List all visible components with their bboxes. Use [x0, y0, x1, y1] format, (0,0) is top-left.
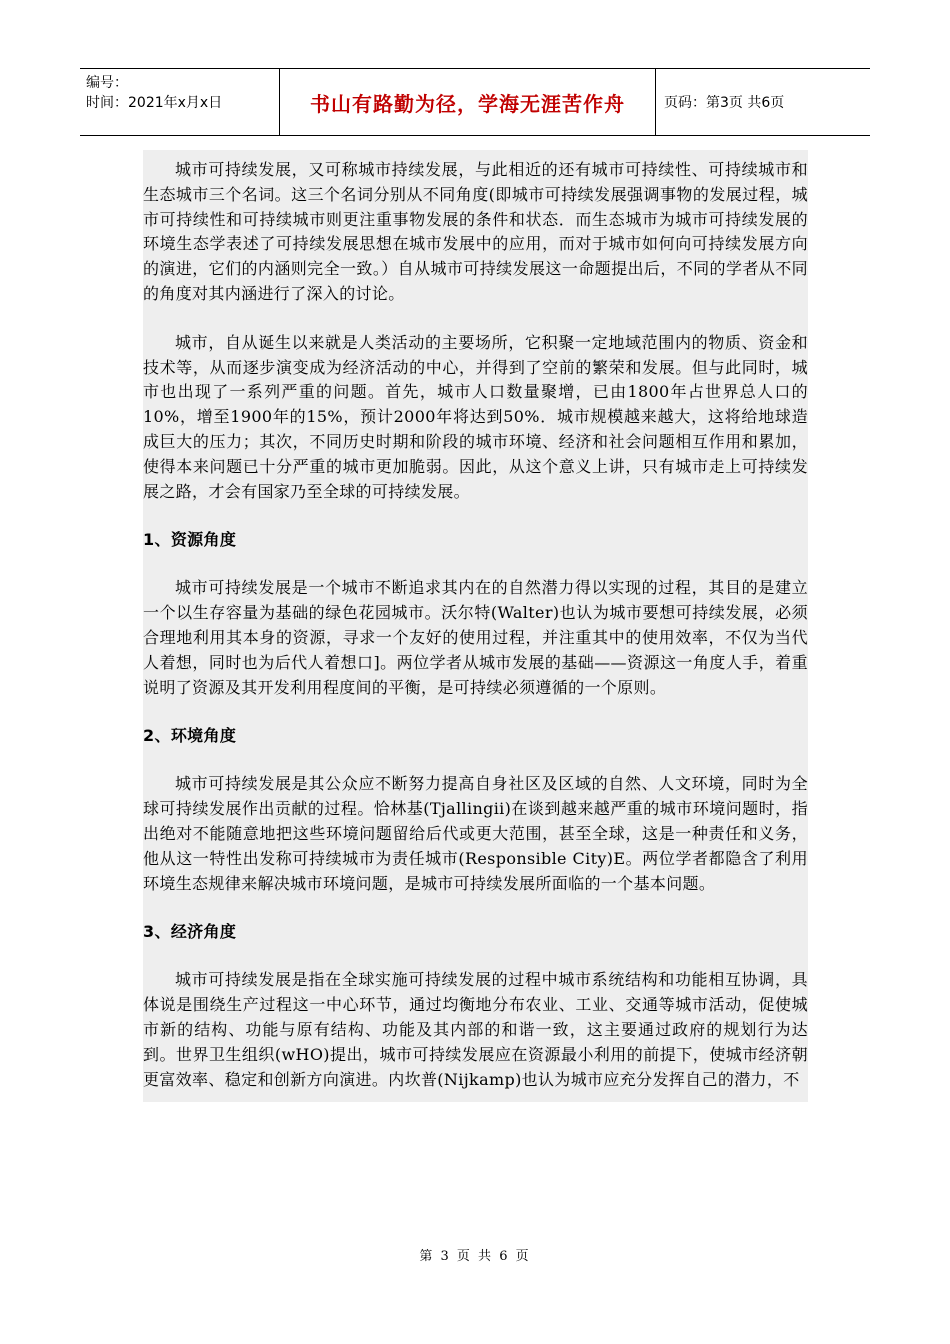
section-heading-resources: 1、资源角度: [143, 530, 237, 550]
page-footer: 第 3 页 共 6 页: [419, 1249, 531, 1264]
document-number-label: 编号：: [86, 75, 128, 91]
document-time-label: 时间：2021年x月x日: [86, 95, 223, 111]
document-body: [143, 150, 808, 1102]
intro-paragraph-1: 城市可持续发展，又可称城市持续发展，与此相近的还有城市可持续性、可持续城市和生态城市三个名词。这三个名词分别从不同角度(即城市可持续发展强调事物的发展过程，城市可持续性和可持续城市则更注重事物发展的条件和状态．而生态城市为城市可持续发展的环境生态学表述了可持续发展思想在城市发展中的应用，而对于城市如何向可持续发展方向的演进，它们的内涵则完全一致。）自从城市可持续发展这一命题提出后，不同的学者从不同的角度对其内涵进行了深入的讨论。: [143, 160, 808, 303]
section-paragraph-resources: 城市可持续发展是一个城市不断追求其内在的自然潜力得以实现的过程，其目的是建立一个以生存容量为基础的绿色花园城市。沃尔特(Walter)也认为城市要想可持续发展，必须合理地利用其本身的资源，寻求一个友好的使用过程，并注重其中的使用效率，不仅为当代人着想，同时也为后代人着想口]。两位学者从城市发展的基础——资源这一角度人手，着重说明了资源及其开发利用程度间的平衡，是可持续必须遵循的一个原则。: [143, 578, 808, 697]
header-page-label: 页码：第3页 共6页: [664, 95, 785, 111]
intro-paragraph-2: 城市，自从诞生以来就是人类活动的主要场所，它积聚一定地域范围内的物质、资金和技术等，从而逐步演变成为经济活动的中心，并得到了空前的繁荣和发展。但与此同时，城市也出现了一系列严重的问题。首先，城市人口数量聚增，已由1800年占世界总人口的10%，增至1900年的15%，预计2000年将达到50%．城市规模越来越大，这将给地球造成巨大的压力；其次，不同历史时期和阶段的城市环境、经济和社会问题相互作用和累加，使得本来问题已十分严重的城市更加脆弱。因此，从这个意义上讲，只有城市走上可持续发展之路，才会有国家乃至全球的可持续发展。: [143, 332, 808, 501]
header-meta: [80, 69, 280, 135]
header-motto: 书山有路勤为径，学海无涯苦作舟: [280, 69, 656, 135]
paragraph-spacer: [143, 552, 808, 576]
section-paragraph-economy: 城市可持续发展是指在全球实施可持续发展的过程中城市系统结构和功能相互协调，具体说是围绕生产过程这一中心环节，通过均衡地分布农业、工业、交通等城市活动，促使城市新的结构、功能与原有结构、功能及其内部的和谐一致，这主要通过政府的规划行为达到。世界卫生组织(wHO)提出，城市可持续发展应在资源最小利用的前提下，使城市经济朝更富效率、稳定和创新方向演进。内坎普(Nijkamp)也认为城市应充分发挥自己的潜力，不: [143, 970, 808, 1089]
paragraph-spacer: [143, 307, 808, 331]
section-paragraph-environment: 城市可持续发展是其公众应不断努力提高自身社区及区域的自然、人文环境，同时为全球可持续发展作出贡献的过程。恰林基(Tjallingii)在谈到越来越严重的城市环境问题时，指出绝对不能随意地把这些环境问题留给后代或更大范围，甚至全球，这是一种责任和义务，他从这一特性出发称可持续城市为责任城市(Responsible City)E。两位学者都隐含了利用环境生态规律来解决城市环境问题，是城市可持续发展所面临的一个基本问题。: [143, 774, 808, 893]
paragraph-spacer: [143, 700, 808, 724]
page-header: [80, 68, 870, 136]
section-heading-economy: 3、经济角度: [143, 922, 237, 942]
paragraph-spacer: [143, 504, 808, 528]
paragraph-spacer: [143, 944, 808, 968]
paragraph-spacer: [143, 748, 808, 772]
section-heading-environment: 2、环境角度: [143, 726, 237, 746]
paragraph-spacer: [143, 896, 808, 920]
